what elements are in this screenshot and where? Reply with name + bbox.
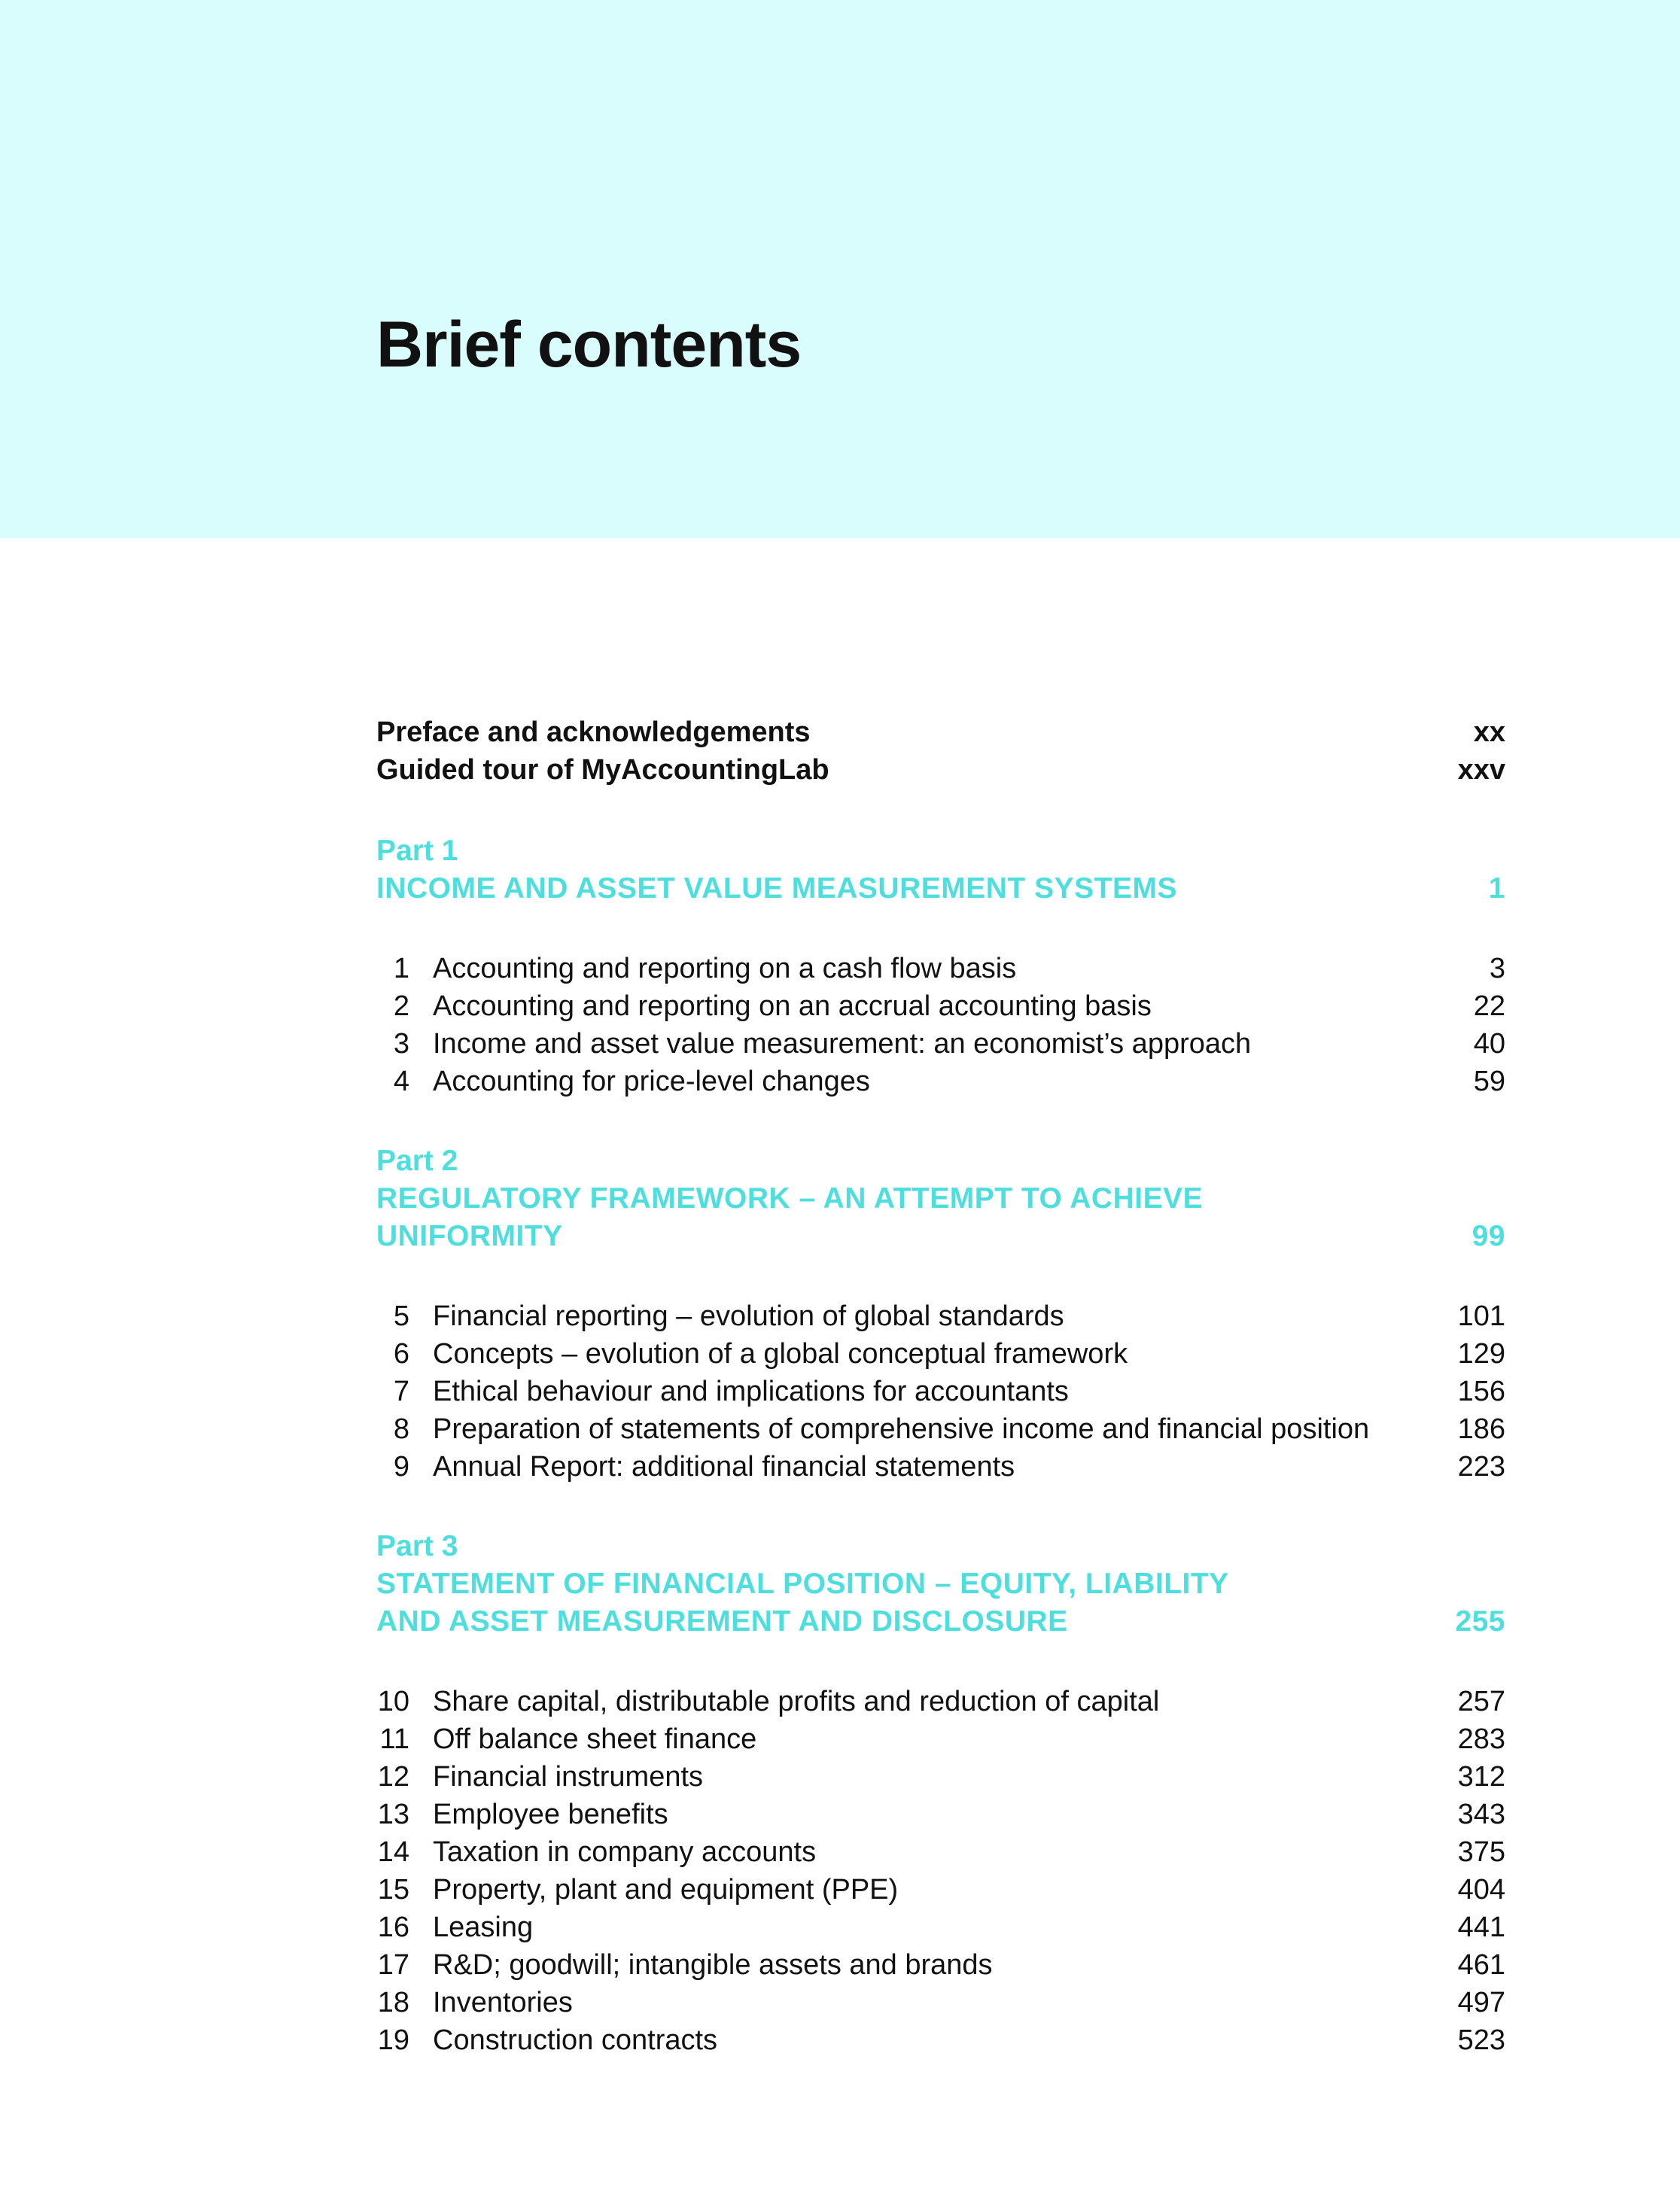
chapter-page: 257 (1457, 1686, 1505, 1717)
chapter-title: Accounting for price-level changes (433, 1066, 870, 1097)
chapter-title: Employee benefits (433, 1799, 668, 1830)
chapter-number: 15 (377, 1874, 409, 1906)
chapter-number: 4 (393, 1066, 409, 1097)
chapter-page: 523 (1457, 2024, 1505, 2056)
chapter-number: 14 (377, 1836, 409, 1868)
chapter-number: 10 (377, 1686, 409, 1717)
chapter-entry[interactable] (376, 1448, 1505, 1486)
part-heading[interactable] (376, 1180, 1505, 1255)
chapter-number: 9 (393, 1451, 409, 1483)
chapter-entry[interactable] (376, 1909, 1505, 1946)
chapter-number: 5 (393, 1300, 409, 1332)
part-heading[interactable] (376, 1565, 1505, 1641)
chapter-title: Off balance sheet finance (433, 1723, 757, 1755)
chapter-entry[interactable] (376, 1871, 1505, 1909)
toc-entry-page: xxv (1457, 754, 1505, 786)
chapter-title: Financial reporting – evolution of global standards (433, 1300, 1064, 1332)
chapter-entry[interactable] (376, 1833, 1505, 1871)
chapter-page: 343 (1457, 1799, 1505, 1830)
chapter-page: 101 (1457, 1300, 1505, 1332)
chapter-page: 3 (1489, 953, 1505, 984)
chapter-title: Construction contracts (433, 2024, 718, 2056)
chapter-entry[interactable] (376, 987, 1505, 1025)
chapter-number: 1 (393, 953, 409, 984)
chapter-page: 59 (1473, 1066, 1505, 1097)
part-3 (376, 1528, 1505, 2059)
toc-entry-title: Preface and acknowledgements (376, 716, 811, 748)
chapter-entry[interactable] (376, 1410, 1505, 1448)
chapter-page: 40 (1473, 1028, 1505, 1060)
part-title-line: AND ASSET MEASUREMENT AND DISCLOSURE (376, 1605, 1068, 1638)
chapter-title: Concepts – evolution of a global conceptual framework (433, 1338, 1128, 1370)
part-title-line: STATEMENT OF FINANCIAL POSITION – EQUITY, LIABILITY (376, 1568, 1229, 1600)
chapter-title: Annual Report: additional financial statements (433, 1451, 1015, 1483)
chapter-page: 461 (1457, 1949, 1505, 1981)
chapter-number: 16 (377, 1912, 409, 1943)
chapter-entry[interactable] (376, 1758, 1505, 1796)
part-label: Part 1 (376, 835, 458, 867)
chapter-title: Financial instruments (433, 1761, 704, 1793)
part-page: 255 (1455, 1605, 1505, 1638)
chapter-entry[interactable] (376, 1683, 1505, 1720)
chapter-entry[interactable] (376, 2021, 1505, 2059)
part-label: Part 3 (376, 1530, 458, 1562)
chapter-number: 11 (379, 1723, 409, 1755)
chapter-number: 12 (377, 1761, 409, 1793)
chapter-number: 6 (393, 1338, 409, 1370)
page-title: Brief contents (376, 309, 802, 381)
chapter-number: 18 (377, 1987, 409, 2018)
chapter-page: 129 (1457, 1338, 1505, 1370)
chapter-page: 22 (1473, 990, 1505, 1022)
header-band (0, 0, 1680, 538)
chapter-title: Income and asset value measurement: an economist’s approach (433, 1028, 1252, 1060)
chapter-number: 13 (377, 1799, 409, 1830)
chapter-number: 19 (377, 2024, 409, 2056)
chapter-entry[interactable] (376, 1025, 1505, 1063)
chapter-title: R&D; goodwill; intangible assets and brands (433, 1949, 993, 1981)
part-title-line: UNIFORMITY (376, 1220, 563, 1252)
part-page: 99 (1472, 1220, 1505, 1252)
part-2 (376, 1142, 1505, 1486)
chapter-title: Share capital, distributable profits and reduction of capital (433, 1686, 1160, 1717)
chapter-page: 223 (1457, 1451, 1505, 1483)
chapter-entry[interactable] (376, 1335, 1505, 1373)
chapter-entry[interactable] (376, 1063, 1505, 1100)
part-heading[interactable] (376, 870, 1505, 908)
chapter-title: Accounting and reporting on a cash flow basis (433, 953, 1017, 984)
chapter-title: Accounting and reporting on an accrual accounting basis (433, 990, 1152, 1022)
toc-entry-title: Guided tour of MyAccountingLab (376, 754, 829, 786)
chapter-title: Inventories (433, 1987, 573, 2018)
chapter-entry[interactable] (376, 1984, 1505, 2021)
chapter-page: 404 (1457, 1874, 1505, 1906)
chapter-title: Leasing (433, 1912, 534, 1943)
chapter-entry[interactable] (376, 1297, 1505, 1335)
toc-entry-page: xx (1473, 716, 1505, 748)
toc-front-entry-preface[interactable] (376, 713, 1505, 751)
chapter-page: 283 (1457, 1723, 1505, 1755)
chapter-entry[interactable] (376, 950, 1505, 987)
chapter-number: 3 (393, 1028, 409, 1060)
part-title-line: REGULATORY FRAMEWORK – AN ATTEMPT TO ACHIEVE (376, 1182, 1204, 1215)
chapter-page: 186 (1457, 1413, 1505, 1445)
chapter-title: Taxation in company accounts (433, 1836, 817, 1868)
toc-front-entry-guided-tour[interactable] (376, 751, 1505, 789)
chapter-page: 497 (1457, 1987, 1505, 2018)
chapter-number: 7 (393, 1376, 409, 1407)
chapter-entry[interactable] (376, 1720, 1505, 1758)
part-page: 1 (1488, 872, 1505, 905)
chapter-page: 312 (1457, 1761, 1505, 1793)
part-label: Part 2 (376, 1145, 458, 1177)
part-1 (376, 832, 1505, 1100)
part-title-line: INCOME AND ASSET VALUE MEASUREMENT SYSTEMS (376, 872, 1177, 905)
chapter-page: 375 (1457, 1836, 1505, 1868)
chapter-entry[interactable] (376, 1373, 1505, 1410)
chapter-number: 2 (393, 990, 409, 1022)
chapter-title: Property, plant and equipment (PPE) (433, 1874, 899, 1906)
chapter-entry[interactable] (376, 1796, 1505, 1833)
chapter-entry[interactable] (376, 1946, 1505, 1984)
chapter-number: 8 (393, 1413, 409, 1445)
chapter-number: 17 (377, 1949, 409, 1981)
chapter-title: Ethical behaviour and implications for accountants (433, 1376, 1069, 1407)
chapter-page: 156 (1457, 1376, 1505, 1407)
chapter-title: Preparation of statements of comprehensive income and financial position (433, 1413, 1370, 1445)
table-of-contents (376, 713, 1505, 2059)
chapter-page: 441 (1457, 1912, 1505, 1943)
